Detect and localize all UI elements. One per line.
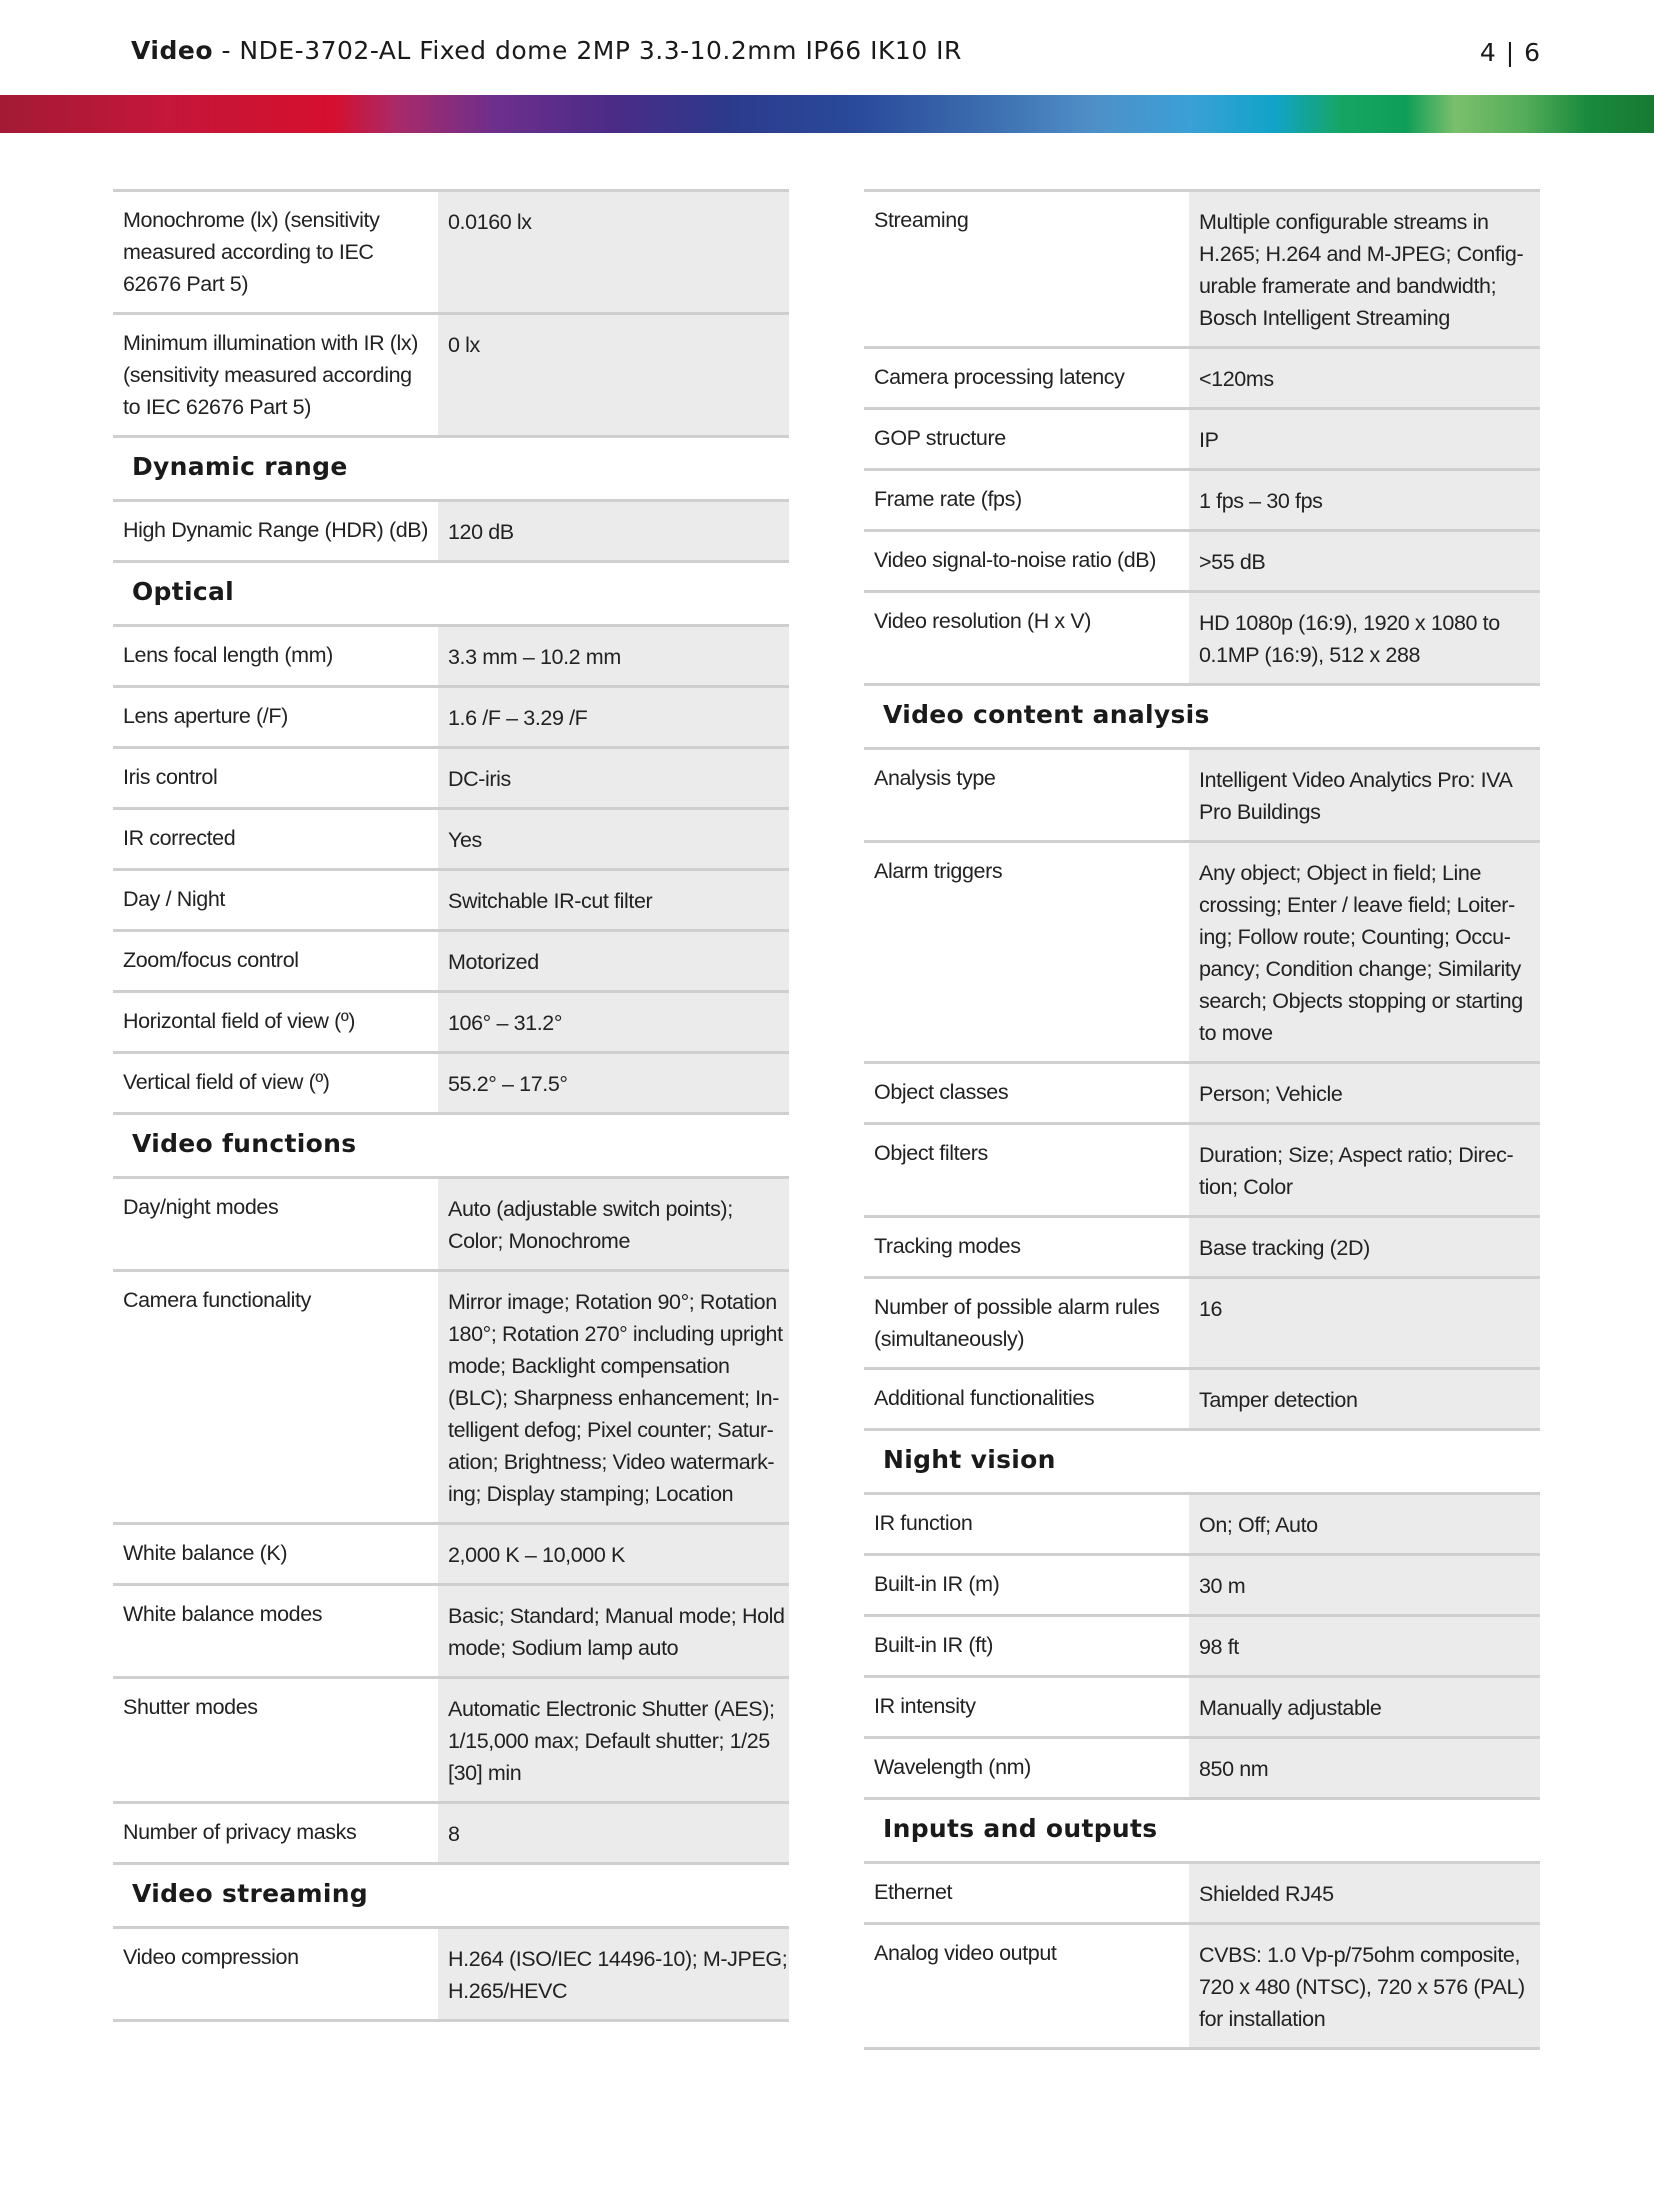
spec-label: Frame rate (fps) [874, 487, 1022, 511]
spec-label: Camera processing latency [874, 365, 1125, 389]
spec-label: Monochrome (lx) (sensitivity measured according to IEC 62676 Part 5) [123, 208, 380, 296]
spec-value: Person; Vehicle [1189, 1064, 1540, 1122]
spec-value: Tamper detection [1189, 1370, 1540, 1428]
spec-value: Shielded RJ45 [1189, 1864, 1540, 1922]
document-title [131, 36, 962, 65]
spec-label: Video resolution (H x V) [874, 609, 1092, 633]
table-end-rule [113, 2019, 789, 2022]
spec-label: Tracking modes [874, 1234, 1021, 1258]
spec-row [864, 1736, 1540, 1797]
spec-label: Zoom/focus control [123, 948, 299, 972]
title-category: Video [131, 36, 214, 65]
right-spec-column [864, 189, 1540, 2050]
spec-value: Mirror image; Rotation 90°; Rotation 180°; Rotation 270° including upright mode; Backlight compensation (BLC); Sharpness enhancement; Intelligent defog; Pixel counter; Saturation; Brightness; Video watermarking; Display stamping; Location [438, 1272, 789, 1522]
spec-label: Wavelength (nm) [874, 1755, 1031, 1779]
spec-value: >55 dB [1189, 532, 1540, 590]
spec-value: Auto (adjustable switch points); Color; Monochrome [438, 1179, 789, 1269]
spec-label: Vertical field of view (º) [123, 1070, 330, 1094]
spec-row [864, 1861, 1540, 1922]
spec-row [864, 1492, 1540, 1553]
spec-label: IR intensity [874, 1694, 976, 1718]
spec-label: Object filters [874, 1141, 988, 1165]
spec-label: Analysis type [874, 766, 996, 790]
spec-value: 120 dB [438, 502, 789, 560]
spec-value: Switchable IR-cut filter [438, 871, 789, 929]
spec-row [864, 747, 1540, 840]
brand-color-band [0, 95, 1654, 133]
spec-row [113, 1522, 789, 1583]
spec-row [864, 1122, 1540, 1215]
page-number: 4 | 6 [1479, 38, 1541, 67]
spec-row [864, 1367, 1540, 1428]
spec-row [113, 1801, 789, 1862]
spec-label: Video signal-to-noise ratio (dB) [874, 548, 1156, 572]
spec-value: Duration; Size; Aspect ratio; Direction; Color [1189, 1125, 1540, 1215]
spec-label: White balance modes [123, 1602, 323, 1626]
spec-label: Horizontal field of view (º) [123, 1009, 356, 1033]
spec-label: Camera functionality [123, 1288, 311, 1312]
spec-row [864, 529, 1540, 590]
spec-value: 0 lx [438, 315, 789, 435]
spec-value: 55.2° – 17.5° [438, 1054, 789, 1112]
spec-value: 0.0160 lx [438, 192, 789, 312]
section-heading-inputs-outputs: Inputs and outputs [864, 1797, 1540, 1861]
spec-value: 3.3 mm – 10.2 mm [438, 627, 789, 685]
left-spec-column [113, 189, 789, 2022]
spec-value: Multiple configurable streams in H.265; H.264 and M-JPEG; Configurable framerate and bandwidth; Bosch Intelligent Streaming [1189, 192, 1540, 346]
spec-row [113, 312, 789, 435]
spec-value: Yes [438, 810, 789, 868]
spec-row [113, 746, 789, 807]
spec-row [113, 868, 789, 929]
spec-row [864, 1675, 1540, 1736]
spec-label: Analog video output [874, 1941, 1057, 1965]
spec-label: Object classes [874, 1080, 1009, 1104]
spec-label: Day / Night [123, 887, 225, 911]
spec-value: 106° – 31.2° [438, 993, 789, 1051]
spec-value: 1.6 /F – 3.29 /F [438, 688, 789, 746]
spec-row [864, 1276, 1540, 1367]
section-heading-dynamic-range: Dynamic range [113, 435, 789, 499]
spec-row [113, 685, 789, 746]
spec-label: Built-in IR (ft) [874, 1633, 994, 1657]
spec-row [113, 1583, 789, 1676]
spec-row [864, 1553, 1540, 1614]
page-header [0, 0, 1654, 96]
spec-row [864, 590, 1540, 683]
section-heading-video-streaming: Video streaming [113, 1862, 789, 1926]
spec-row [113, 929, 789, 990]
spec-label: Lens aperture (/F) [123, 704, 288, 728]
section-heading-night-vision: Night vision [864, 1428, 1540, 1492]
spec-value: 850 nm [1189, 1739, 1540, 1797]
spec-label: Ethernet [874, 1880, 953, 1904]
spec-row [113, 807, 789, 868]
spec-value: 8 [438, 1804, 789, 1862]
spec-row [113, 499, 789, 560]
spec-value: 30 m [1189, 1556, 1540, 1614]
spec-value: DC-iris [438, 749, 789, 807]
spec-label: Additional functionalities [874, 1386, 1095, 1410]
spec-value: <120ms [1189, 349, 1540, 407]
spec-value: 1 fps – 30 fps [1189, 471, 1540, 529]
spec-label: Video compression [123, 1945, 299, 1969]
spec-row [113, 1176, 789, 1269]
spec-value: Automatic Electronic Shutter (AES); 1/15,000 max; Default shutter; 1/25 [30] min [438, 1679, 789, 1801]
spec-value: 98 ft [1189, 1617, 1540, 1675]
spec-label: Minimum illumination with IR (lx) (sensitivity measured according to IEC 62676 Part 5) [123, 331, 419, 419]
spec-label: Built-in IR (m) [874, 1572, 1000, 1596]
spec-value: Base tracking (2D) [1189, 1218, 1540, 1276]
spec-value: On; Off; Auto [1189, 1495, 1540, 1553]
spec-value: Manually adjustable [1189, 1678, 1540, 1736]
spec-value: Intelligent Video Analytics Pro: IVA Pro Buildings [1189, 750, 1540, 840]
spec-value: H.264 (ISO/IEC 14496-10); M-JPEG; H.265/HEVC [438, 1929, 789, 2019]
spec-row [864, 840, 1540, 1061]
spec-row [113, 189, 789, 312]
spec-row [113, 624, 789, 685]
spec-label: IR function [874, 1511, 973, 1535]
spec-label: Number of possible alarm rules (simultaneously) [874, 1295, 1160, 1351]
spec-row [113, 1269, 789, 1522]
spec-label: Lens focal length (mm) [123, 643, 333, 667]
spec-label: Number of privacy masks [123, 1820, 357, 1844]
spec-row [864, 1061, 1540, 1122]
spec-value: 2,000 K – 10,000 K [438, 1525, 789, 1583]
table-end-rule [864, 2047, 1540, 2050]
spec-row [864, 189, 1540, 346]
spec-label: Iris control [123, 765, 218, 789]
spec-value: Motorized [438, 932, 789, 990]
spec-label: Shutter modes [123, 1695, 258, 1719]
spec-row [864, 1614, 1540, 1675]
spec-label: High Dynamic Range (HDR) (dB) [123, 518, 429, 542]
spec-value: CVBS: 1.0 Vp-p/75ohm composite, 720 x 480 (NTSC), 720 x 576 (PAL) for installation [1189, 1925, 1540, 2047]
spec-row [864, 468, 1540, 529]
spec-row [113, 1676, 789, 1801]
title-product: - NDE-3702-AL Fixed dome 2MP 3.3-10.2mm IP66 IK10 IR [213, 36, 962, 65]
spec-value: Any object; Object in field; Line crossing; Enter / leave field; Loitering; Follow route; Counting; Occupancy; Condition change; Similarity search; Objects stopping or starting to move [1189, 843, 1540, 1061]
section-heading-video-content-analysis: Video content analysis [864, 683, 1540, 747]
spec-value: HD 1080p (16:9), 1920 x 1080 to 0.1MP (16:9), 512 x 288 [1189, 593, 1540, 683]
spec-label: GOP structure [874, 426, 1006, 450]
section-heading-video-functions: Video functions [113, 1112, 789, 1176]
spec-value: 16 [1189, 1279, 1540, 1367]
spec-label: Alarm triggers [874, 859, 1003, 883]
spec-label: IR corrected [123, 826, 236, 850]
spec-value: Basic; Standard; Manual mode; Hold mode; Sodium lamp auto [438, 1586, 789, 1676]
spec-row [864, 1922, 1540, 2047]
spec-label: White balance (K) [123, 1541, 288, 1565]
spec-row [113, 990, 789, 1051]
spec-row [113, 1926, 789, 2019]
spec-row [864, 407, 1540, 468]
spec-row [113, 1051, 789, 1112]
spec-label: Streaming [874, 208, 969, 232]
spec-row [864, 1215, 1540, 1276]
spec-label: Day/night modes [123, 1195, 279, 1219]
spec-row [864, 346, 1540, 407]
spec-value: IP [1189, 410, 1540, 468]
section-heading-optical: Optical [113, 560, 789, 624]
